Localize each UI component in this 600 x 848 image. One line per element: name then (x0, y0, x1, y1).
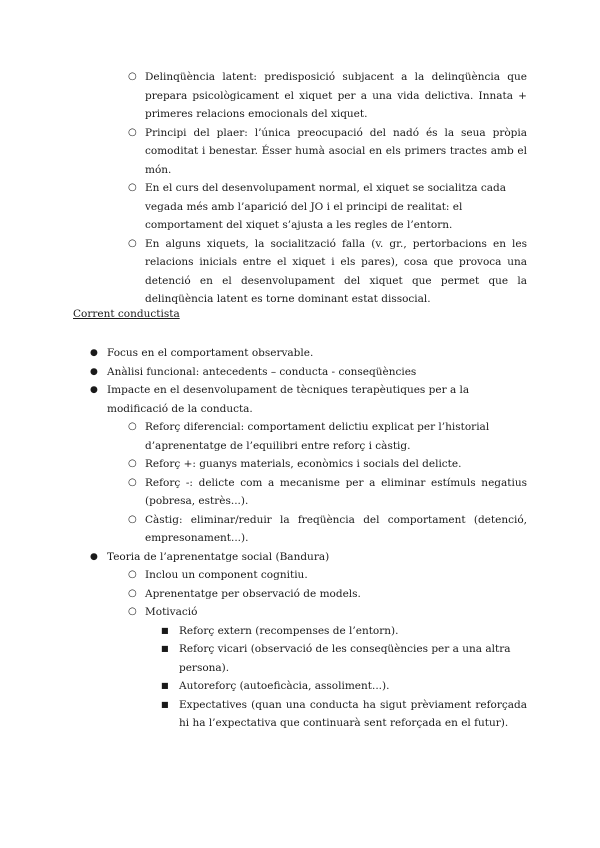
list-item-text: Teoria de l’aprenentatge social (Bandura) (107, 550, 330, 563)
list-item (90, 548, 527, 567)
hollow-circle-bullet-icon: ○ (128, 182, 137, 193)
list-item-text: En el curs del desenvolupament normal, el xiquet se socialitza cada vegada més amb l’aparició del JO i el principi de realitat: el comportament del xiquet s’ajusta a les regles de l’entorn. (145, 182, 506, 231)
hollow-circle-bullet-icon: ○ (128, 458, 137, 469)
list-item-text: Impacte en el desenvolupament de tècniques terapèutiques per a la modificació de la conducta. (107, 384, 470, 415)
hollow-circle-bullet-icon: ○ (128, 71, 137, 82)
list-item-text: Reforç diferencial: comportament delictiu explicat per l’historial d’aprenentatge de l’equilibri entre reforç i càstig. (145, 421, 490, 452)
list-item-text: Autoreforç (autoeficàcia, assoliment...). (179, 680, 390, 692)
filled-circle-bullet-icon: ● (90, 348, 98, 358)
list-item-text: Reforç +: guanys materials, econòmics i socials del delicte. (145, 458, 462, 470)
list-item-text: Càstig: eliminar/reduir la freqüència del comportament (detenció, empresonament...). (145, 513, 527, 544)
hollow-circle-bullet-icon: ○ (128, 513, 137, 525)
list-item-text: Principi del plaer: l’única preocupació del nadó és la seua pròpia comoditat i benestar. Ésser humà asocial en els primers tractes amb el món. (145, 126, 527, 176)
list-item (128, 418, 527, 455)
list-item (128, 68, 527, 124)
motivacio-sublist (0, 622, 527, 733)
list-item (128, 474, 527, 511)
hollow-circle-bullet-icon: ○ (128, 476, 137, 488)
list-item-text: Expectatives (quan una conducta ha sigut prèviament reforçada hi ha l’expectativa que continuarà sent reforçada en el futur). (179, 698, 527, 729)
filled-circle-bullet-icon: ● (90, 551, 98, 562)
list-item (128, 585, 527, 604)
list-item-text: Inclou un component cognitiu. (145, 569, 308, 581)
section-heading: Corrent conductista (73, 308, 180, 320)
list-item (161, 640, 527, 677)
hollow-circle-bullet-icon: ○ (128, 421, 137, 432)
square-bullet-icon: ■ (161, 699, 169, 709)
filled-circle-bullet-icon: ● (90, 366, 98, 377)
list-item (128, 455, 527, 474)
list-item (128, 566, 527, 585)
square-bullet-icon: ■ (161, 681, 169, 690)
list-item-text: Reforç vicari (observació de les conseqüències per a una altra persona). (179, 643, 511, 674)
list-item (161, 696, 527, 733)
list-item (161, 677, 527, 696)
list-item-text: Delinqüència latent: predisposició subjacent a la delinqüència que prepara psicològicament el xiquet per a una vida delictiva. Innata + primeres relacions emocionals del xiquet. (145, 71, 527, 120)
list-item-text: Motivació (145, 606, 198, 618)
filled-circle-bullet-icon: ● (90, 385, 98, 395)
list-item (128, 603, 527, 622)
hollow-circle-bullet-icon: ○ (128, 587, 137, 599)
conductista-list (0, 344, 527, 733)
list-item-text: En alguns xiquets, la socialització falla (v. gr., pertorbacions en les relacions inicials entre el xiquet i els pares), cosa que provoca una detenció en el desenvolupament del xiquet que permet que la delinqüència latent es torne dominant estat dissocial. (145, 237, 527, 305)
hollow-circle-bullet-icon: ○ (128, 237, 137, 249)
square-bullet-icon: ■ (161, 644, 169, 653)
list-item (128, 179, 527, 235)
list-item-text: Anàlisi funcional: antecedents – conducta - conseqüències (107, 365, 417, 378)
hollow-circle-bullet-icon: ○ (128, 569, 137, 580)
list-item (128, 124, 527, 180)
list-item (161, 622, 527, 641)
hollow-circle-bullet-icon: ○ (128, 606, 137, 617)
teoria-sublist (0, 566, 527, 733)
list-item (90, 381, 527, 418)
hollow-circle-bullet-icon: ○ (128, 126, 137, 138)
list-item-text: Reforç -: delicte com a mecanisme per a eliminar estímuls negatius (pobresa, estrès...). (145, 476, 527, 507)
square-bullet-icon: ■ (161, 625, 169, 635)
list-item-text: Reforç extern (recompenses de l’entorn). (179, 624, 399, 637)
intro-list (0, 68, 527, 309)
list-item (128, 235, 527, 309)
list-item-text: Focus en el comportament observable. (107, 347, 314, 359)
list-item-text: Aprenentatge per observació de models. (145, 587, 361, 600)
list-item (128, 511, 527, 548)
list-item (90, 363, 527, 382)
impacte-sublist (0, 418, 527, 548)
list-item (90, 344, 527, 363)
